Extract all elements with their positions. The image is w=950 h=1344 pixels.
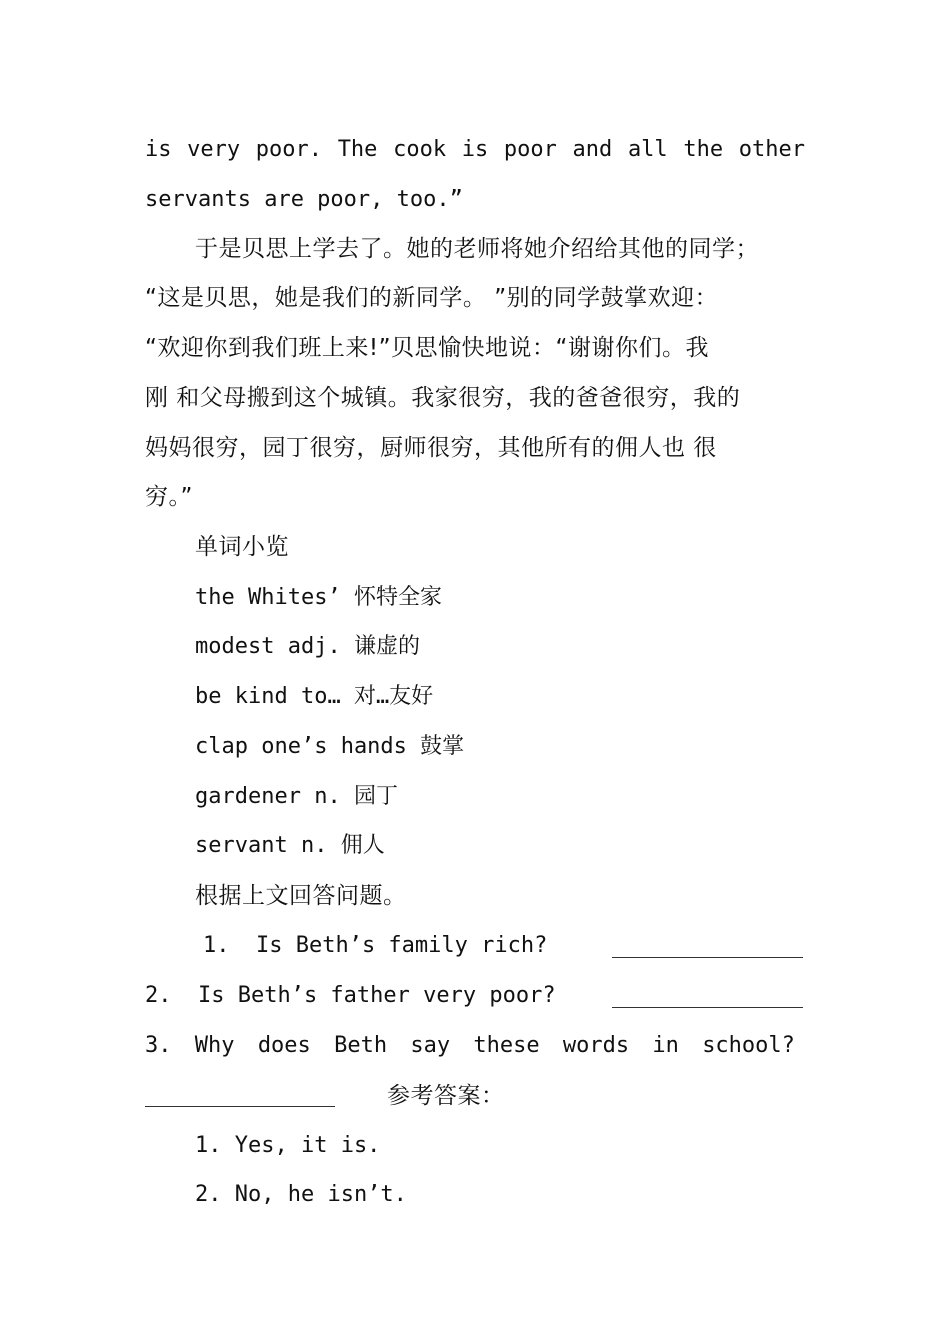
question-2: 2. Is Beth’s father very poor? <box>145 983 556 1008</box>
answer-blank-3[interactable] <box>145 1106 335 1107</box>
word: in <box>652 1033 679 1058</box>
word: these <box>473 1033 540 1058</box>
word: words <box>562 1033 630 1058</box>
vocab-item: the Whites’ 怀特全家 <box>195 585 442 610</box>
word: school? <box>702 1033 795 1058</box>
vocab-item: clap one’s hands 鼓掌 <box>195 734 465 759</box>
question-3 <box>145 1021 795 1071</box>
word: all <box>627 137 668 162</box>
passage-cn-line-3: “欢迎你到我们班上来!”贝思愉快地说：“谢谢你们。我 <box>145 335 709 361</box>
vocab-item: be kind to… 对…友好 <box>195 684 434 709</box>
word: cook <box>393 137 447 162</box>
word: Beth <box>334 1033 388 1058</box>
answer-1: 1. Yes, it is. <box>195 1133 381 1158</box>
answer-2: 2. No, he isn’t. <box>195 1182 407 1207</box>
passage-en-line-2: servants are poor, too.” <box>145 187 463 212</box>
questions-heading: 根据上文回答问题。 <box>195 883 407 909</box>
word: say <box>410 1033 451 1058</box>
passage-cn-line-4: 刚 和父母搬到这个城镇。我家很穷，我的爸爸很穷，我的 <box>145 385 741 411</box>
word: other <box>738 137 805 162</box>
word: is <box>461 137 489 162</box>
word: is <box>145 137 172 162</box>
word: does <box>257 1033 311 1058</box>
passage-en-line-1 <box>145 125 805 175</box>
passage-cn-line-5: 妈妈很穷，园丁很穷，厨师很穷，其他所有的佣人也 很 <box>145 435 717 461</box>
word: the <box>683 137 724 162</box>
word: Why <box>194 1033 235 1058</box>
word: and <box>572 137 613 162</box>
answer-blank-2[interactable] <box>612 1007 803 1008</box>
word: The <box>337 137 378 162</box>
passage-cn-line-6: 穷。” <box>145 484 193 510</box>
answers-heading: 参考答案： <box>387 1083 505 1109</box>
word: poor. <box>255 137 323 162</box>
word: 3. <box>145 1033 172 1058</box>
vocab-item: servant n. 佣人 <box>195 833 385 858</box>
vocab-item: modest adj. 谦虚的 <box>195 634 420 659</box>
vocab-heading: 单词小览 <box>195 534 289 560</box>
passage-cn-line-1: 于是贝思上学去了。她的老师将她介绍给其他的同学； <box>195 236 759 262</box>
word: poor <box>503 137 557 162</box>
vocab-item: gardener n. 园丁 <box>195 784 398 809</box>
passage-cn-line-2: “这是贝思，她是我们的新同学。 ”别的同学鼓掌欢迎： <box>145 285 719 311</box>
answer-blank-1[interactable] <box>612 957 803 958</box>
question-1: 1. Is Beth’s family rich? <box>203 933 548 958</box>
word: very <box>187 137 241 162</box>
